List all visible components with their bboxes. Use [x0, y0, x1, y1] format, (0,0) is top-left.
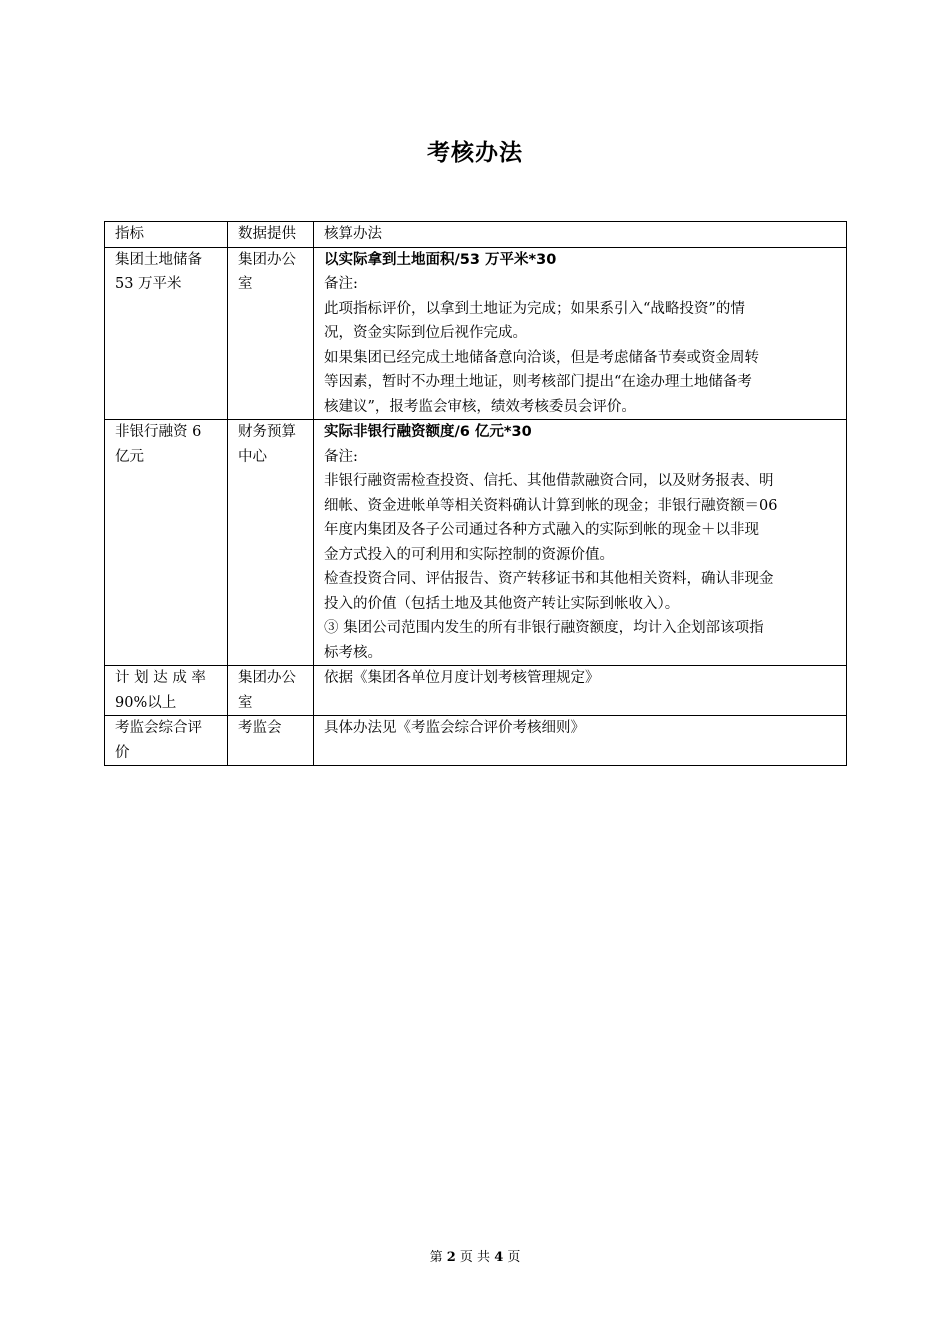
note-line: 非银行融资需检查投资、信托、其他借款融资合同，以及财务报表、明: [324, 473, 774, 489]
footer-middle: 页 共: [459, 1250, 491, 1265]
provider-line: 集团办公: [238, 251, 296, 268]
footer-prefix: 第: [429, 1250, 443, 1265]
indicator-cell: [105, 420, 228, 666]
note-line: 等因素，暂时不办理土地证，则考核部门提出“在途办理土地储备考: [324, 374, 752, 390]
header-method: 核算办法: [314, 222, 847, 248]
provider-cell: [228, 247, 314, 420]
indicator-line: 集团土地储备: [115, 251, 202, 268]
indicator-line: 53 万平米: [115, 276, 182, 292]
note-label: 备注:: [324, 276, 358, 292]
note-line: 核建议”，报考监会审核，绩效考核委员会评价。: [324, 398, 636, 415]
provider-line: 考监会: [238, 720, 282, 736]
note-line: 金方式投入的可利用和实际控制的资源价值。: [324, 546, 614, 563]
header-indicator: 指标: [105, 222, 228, 248]
indicator-line: 考监会综合评: [115, 720, 202, 736]
formula: 以实际拿到土地面积/53 万平米*30: [324, 251, 557, 268]
indicator-cell: [105, 247, 228, 420]
indicator-line: 价: [115, 744, 130, 761]
table-row: [105, 420, 847, 666]
page-title: 考核办法: [427, 140, 523, 166]
note-line: 细帐、资金进帐单等相关资料确认计算到帐的现金；非银行融资额＝06: [324, 497, 778, 514]
method-text: 具体办法见《考监会综合评价考核细则》: [324, 720, 585, 736]
footer-suffix: 页: [507, 1250, 521, 1265]
note-line: 年度内集团及各子公司通过各种方式融入的实际到帐的现金＋以非现: [324, 522, 759, 538]
provider-line: 室: [238, 276, 253, 292]
indicator-cell: [105, 716, 228, 766]
method-cell: [314, 716, 847, 766]
method-cell: [314, 666, 847, 716]
note-line: 况，资金实际到位后视作完成。: [324, 325, 527, 341]
indicator-line: 计 划 达 成 率: [115, 670, 206, 686]
indicator-line: 90%以上: [115, 694, 177, 711]
provider-line: 财务预算: [238, 424, 296, 440]
indicator-line: 非银行融资 6: [115, 424, 202, 440]
method-text: 依据《集团各单位月度计划考核管理规定》: [324, 670, 600, 686]
note-line: ③ 集团公司范围内发生的所有非银行融资额度，均计入企划部该项指: [324, 620, 764, 636]
footer-total-pages: 4: [494, 1250, 504, 1265]
note-line: 如果集团已经完成土地储备意向洽谈，但是考虑储备节奏或资金周转: [324, 349, 759, 366]
provider-line: 中心: [238, 448, 267, 465]
indicator-cell: [105, 666, 228, 716]
method-cell: [314, 247, 847, 420]
formula: 实际非银行融资额度/6 亿元*30: [324, 424, 532, 440]
indicator-line: 亿元: [115, 448, 144, 465]
table-row: [105, 666, 847, 716]
table-header-row: [105, 222, 847, 248]
footer-page-number: 2: [446, 1250, 456, 1265]
assessment-table: [104, 221, 847, 766]
table-row: [105, 716, 847, 766]
note-label: 备注:: [324, 448, 358, 465]
note-line: 标考核。: [324, 644, 382, 661]
note-line: 投入的价值（包括土地及其他资产转让实际到帐收入）。: [324, 595, 680, 612]
provider-cell: [228, 666, 314, 716]
note-line: 此项指标评价，以拿到土地证为完成；如果系引入“战略投资”的情: [324, 300, 745, 317]
provider-cell: [228, 420, 314, 666]
method-cell: [314, 420, 847, 666]
provider-line: 集团办公: [238, 670, 296, 686]
note-line: 检查投资合同、评估报告、资产转移证书和其他相关资料，确认非现金: [324, 571, 774, 587]
provider-line: 室: [238, 694, 253, 711]
table-row: [105, 247, 847, 420]
page-footer: [0, 1246, 950, 1265]
header-provider: 数据提供: [228, 222, 314, 248]
provider-cell: [228, 716, 314, 766]
